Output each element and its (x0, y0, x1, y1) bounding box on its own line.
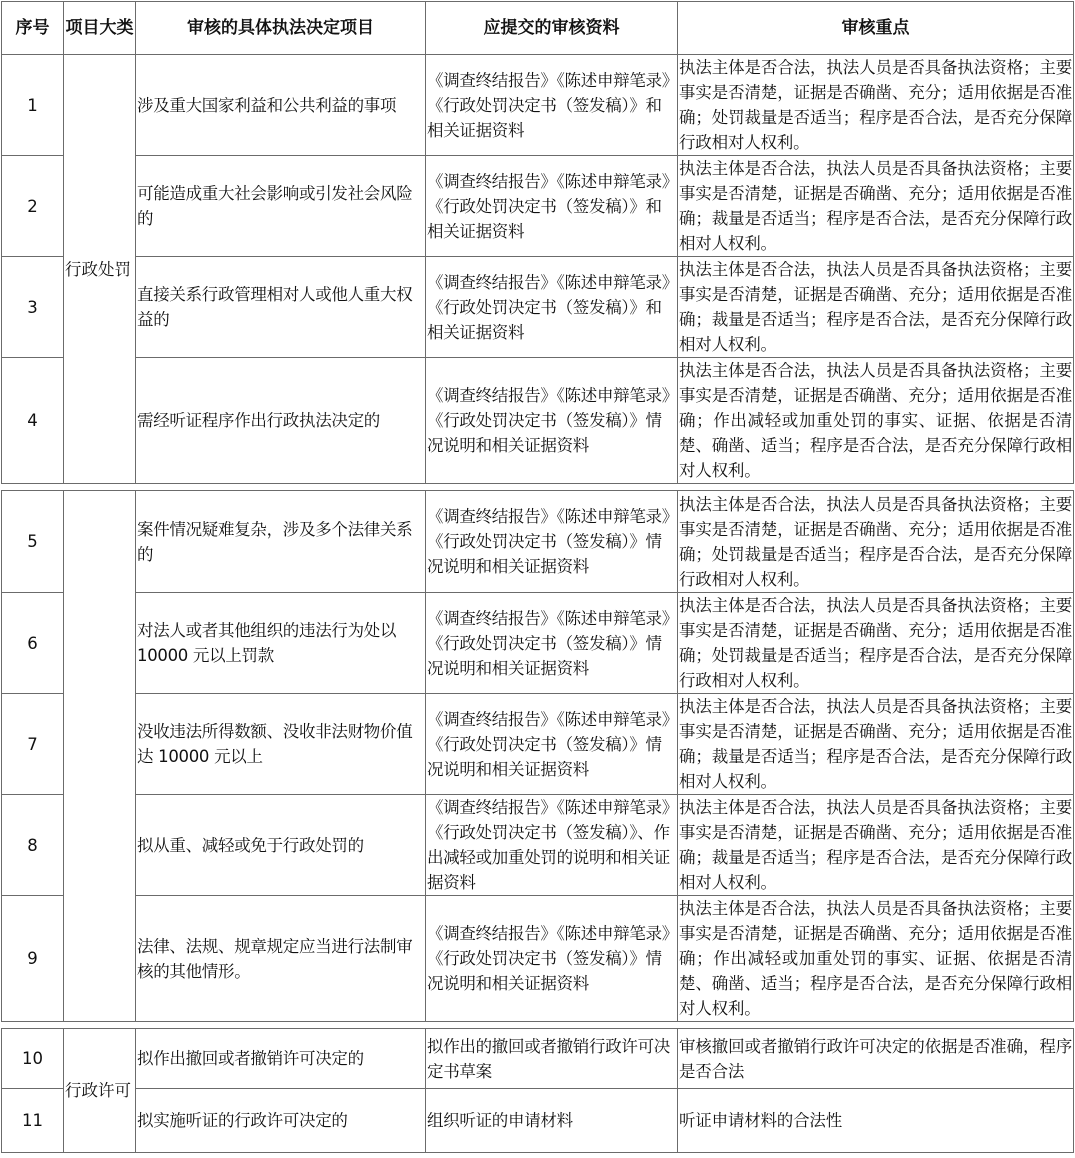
row-focus: 执法主体是否合法，执法人员是否具备执法资格；主要事实是否清楚，证据是否确凿、充分；适用依据是否准确；作出减轻或加重处罚的事实、证据、依据是否清楚、确凿、适当；程序是否合法，是否充分保障行政相对人权利。 (678, 896, 1074, 1022)
header-row (2, 2, 1074, 55)
table-row (2, 55, 1074, 156)
row-materials: 《调查终结报告》《陈述申辩笔录》《行政处罚决定书（签发稿）》情况说明和相关证据资料 (426, 491, 678, 593)
row-materials: 拟作出的撤回或者撤销行政许可决定书草案 (426, 1029, 678, 1089)
table-row (2, 1029, 1074, 1089)
row-item: 拟作出撤回或者撤销许可决定的 (136, 1029, 426, 1089)
row-focus: 执法主体是否合法，执法人员是否具备执法资格；主要事实是否清楚，证据是否确凿、充分；适用依据是否准确；处罚裁量是否适当；程序是否合法，是否充分保障行政相对人权利。 (678, 593, 1074, 694)
table-row (2, 358, 1074, 484)
row-focus: 执法主体是否合法，执法人员是否具备执法资格；主要事实是否清楚，证据是否确凿、充分；适用依据是否准确；裁量是否适当；程序是否合法，是否充分保障行政相对人权利。 (678, 257, 1074, 358)
review-table-block-2 (1, 490, 1074, 1022)
category-license: 行政许可 (64, 1029, 136, 1153)
row-focus: 执法主体是否合法，执法人员是否具备执法资格；主要事实是否清楚，证据是否确凿、充分；适用依据是否准确；裁量是否适当；程序是否合法，是否充分保障行政相对人权利。 (678, 694, 1074, 795)
table-row (2, 257, 1074, 358)
row-item: 需经听证程序作出行政执法决定的 (136, 358, 426, 484)
row-index: 3 (2, 257, 64, 358)
header-item: 审核的具体执法决定项目 (136, 2, 426, 55)
row-focus: 执法主体是否合法，执法人员是否具备执法资格；主要事实是否清楚，证据是否确凿、充分；适用依据是否准确；裁量是否适当；程序是否合法，是否充分保障行政相对人权利。 (678, 795, 1074, 896)
table-row (2, 1089, 1074, 1153)
row-index: 4 (2, 358, 64, 484)
header-category: 项目大类 (64, 2, 136, 55)
row-item: 拟实施听证的行政许可决定的 (136, 1089, 426, 1153)
row-item: 拟从重、减轻或免于行政处罚的 (136, 795, 426, 896)
row-materials: 《调查终结报告》《陈述申辩笔录》《行政处罚决定书（签发稿）》和相关证据资料 (426, 257, 678, 358)
header-focus: 审核重点 (678, 2, 1074, 55)
row-index: 2 (2, 156, 64, 257)
table-row (2, 694, 1074, 795)
table-row (2, 795, 1074, 896)
row-item: 法律、法规、规章规定应当进行法制审核的其他情形。 (136, 896, 426, 1022)
row-materials: 《调查终结报告》《陈述申辩笔录》《行政处罚决定书（签发稿）》、作出减轻或加重处罚的说明和相关证据资料 (426, 795, 678, 896)
row-item: 可能造成重大社会影响或引发社会风险的 (136, 156, 426, 257)
row-index: 10 (2, 1029, 64, 1089)
row-index: 5 (2, 491, 64, 593)
header-materials: 应提交的审核资料 (426, 2, 678, 55)
row-item: 对法人或者其他组织的违法行为处以10000 元以上罚款 (136, 593, 426, 694)
row-index: 9 (2, 896, 64, 1022)
row-item: 涉及重大国家利益和公共利益的事项 (136, 55, 426, 156)
row-item: 直接关系行政管理相对人或他人重大权益的 (136, 257, 426, 358)
table-row (2, 156, 1074, 257)
row-materials: 《调查终结报告》《陈述申辩笔录》《行政处罚决定书（签发稿）》情况说明和相关证据资料 (426, 358, 678, 484)
row-materials: 《调查终结报告》《陈述申辩笔录》《行政处罚决定书（签发稿）》情况说明和相关证据资料 (426, 694, 678, 795)
row-materials: 《调查终结报告》《陈述申辩笔录》《行政处罚决定书（签发稿）》和相关证据资料 (426, 55, 678, 156)
row-index: 8 (2, 795, 64, 896)
row-focus: 执法主体是否合法，执法人员是否具备执法资格；主要事实是否清楚，证据是否确凿、充分；适用依据是否准确；处罚裁量是否适当；程序是否合法，是否充分保障行政相对人权利。 (678, 491, 1074, 593)
row-materials: 组织听证的申请材料 (426, 1089, 678, 1153)
row-materials: 《调查终结报告》《陈述申辩笔录》《行政处罚决定书（签发稿）》和相关证据资料 (426, 156, 678, 257)
row-focus: 执法主体是否合法，执法人员是否具备执法资格；主要事实是否清楚，证据是否确凿、充分；适用依据是否准确；处罚裁量是否适当；程序是否合法，是否充分保障行政相对人权利。 (678, 55, 1074, 156)
table-row (2, 491, 1074, 593)
category-penalty: 行政处罚 (64, 55, 136, 484)
row-materials: 《调查终结报告》《陈述申辩笔录》《行政处罚决定书（签发稿）》情况说明和相关证据资料 (426, 593, 678, 694)
review-table-block-1 (1, 1, 1074, 484)
row-item: 没收违法所得数额、没收非法财物价值达 10000 元以上 (136, 694, 426, 795)
row-index: 7 (2, 694, 64, 795)
row-focus: 审核撤回或者撤销行政许可决定的依据是否准确，程序是否合法 (678, 1029, 1074, 1089)
review-table-block-3 (1, 1028, 1074, 1153)
row-focus: 听证申请材料的合法性 (678, 1089, 1074, 1153)
row-focus: 执法主体是否合法，执法人员是否具备执法资格；主要事实是否清楚，证据是否确凿、充分；适用依据是否准确；作出减轻或加重处罚的事实、证据、依据是否清楚、确凿、适当；程序是否合法，是否充分保障行政相对人权利。 (678, 358, 1074, 484)
table-row (2, 896, 1074, 1022)
row-focus: 执法主体是否合法，执法人员是否具备执法资格；主要事实是否清楚，证据是否确凿、充分；适用依据是否准确；裁量是否适当；程序是否合法，是否充分保障行政相对人权利。 (678, 156, 1074, 257)
row-index: 1 (2, 55, 64, 156)
header-index: 序号 (2, 2, 64, 55)
row-materials: 《调查终结报告》《陈述申辩笔录》《行政处罚决定书（签发稿）》情况说明和相关证据资料 (426, 896, 678, 1022)
row-index: 11 (2, 1089, 64, 1153)
row-item: 案件情况疑难复杂，涉及多个法律关系的 (136, 491, 426, 593)
table-row (2, 593, 1074, 694)
category-cell-empty (64, 491, 136, 1022)
row-index: 6 (2, 593, 64, 694)
